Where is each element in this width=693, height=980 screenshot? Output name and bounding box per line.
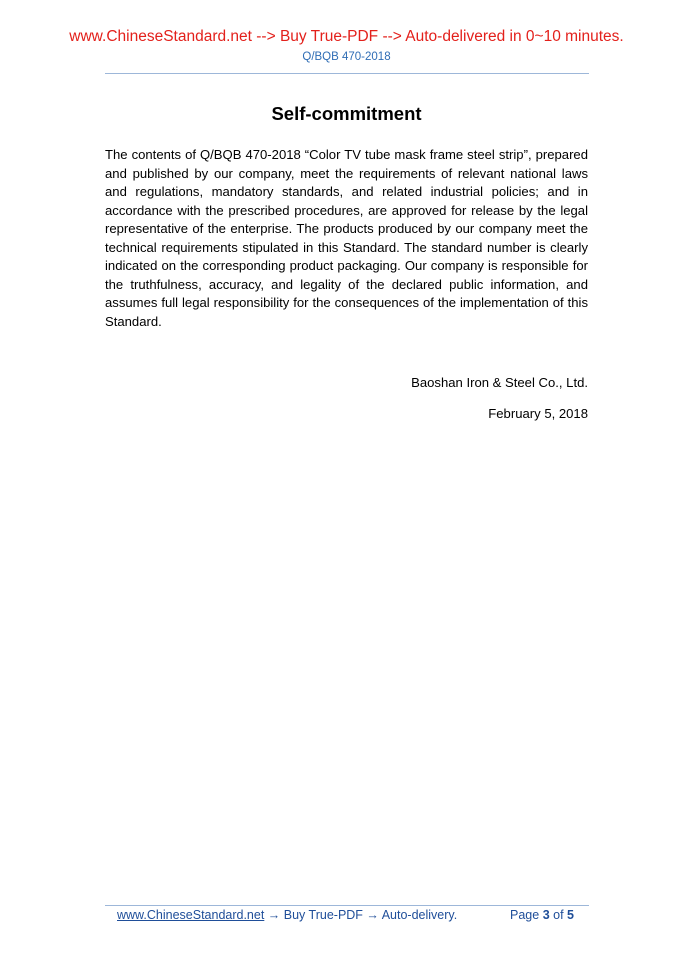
of-label: of bbox=[553, 908, 564, 922]
standard-code-header: Q/BQB 470-2018 bbox=[302, 51, 391, 63]
footer-divider bbox=[105, 905, 589, 906]
signature-date: February 5, 2018 bbox=[488, 406, 588, 421]
page-label: Page bbox=[510, 908, 540, 922]
commitment-paragraph: The contents of Q/BQB 470-2018 “Color TV tube mask frame steel strip”, prepared and published by our company, meet the requirements of relevant national laws and regulations, mandatory standards, and related industrial policies; and in accordance with the prescribed procedures, are approved for release by the legal representative of the enterprise. The products produced by our company meet the technical requirements stipulated in this Standard. The standard number is clearly indicated on the corresponding product packaging. Our company is responsible for the truthfulness, accuracy, and legality of the declared public information, and assumes full legal responsibility for the consequences of the implementation of this Standard. bbox=[105, 147, 588, 329]
footer-promo-text: → Buy True-PDF → Auto-delivery. bbox=[264, 908, 458, 922]
current-page-number: 3 bbox=[542, 908, 550, 922]
page-indicator bbox=[510, 907, 574, 923]
footer-website-link[interactable]: www.ChineseStandard.net bbox=[117, 908, 265, 922]
page-title: Self-commitment bbox=[271, 103, 422, 124]
total-page-count: 5 bbox=[567, 908, 574, 922]
promo-banner: www.ChineseStandard.net --> Buy True-PDF --> Auto-delivered in 0~10 minutes. bbox=[69, 28, 624, 45]
footer-promo bbox=[117, 907, 457, 923]
header-divider bbox=[105, 73, 589, 74]
company-signature: Baoshan Iron & Steel Co., Ltd. bbox=[411, 375, 588, 390]
